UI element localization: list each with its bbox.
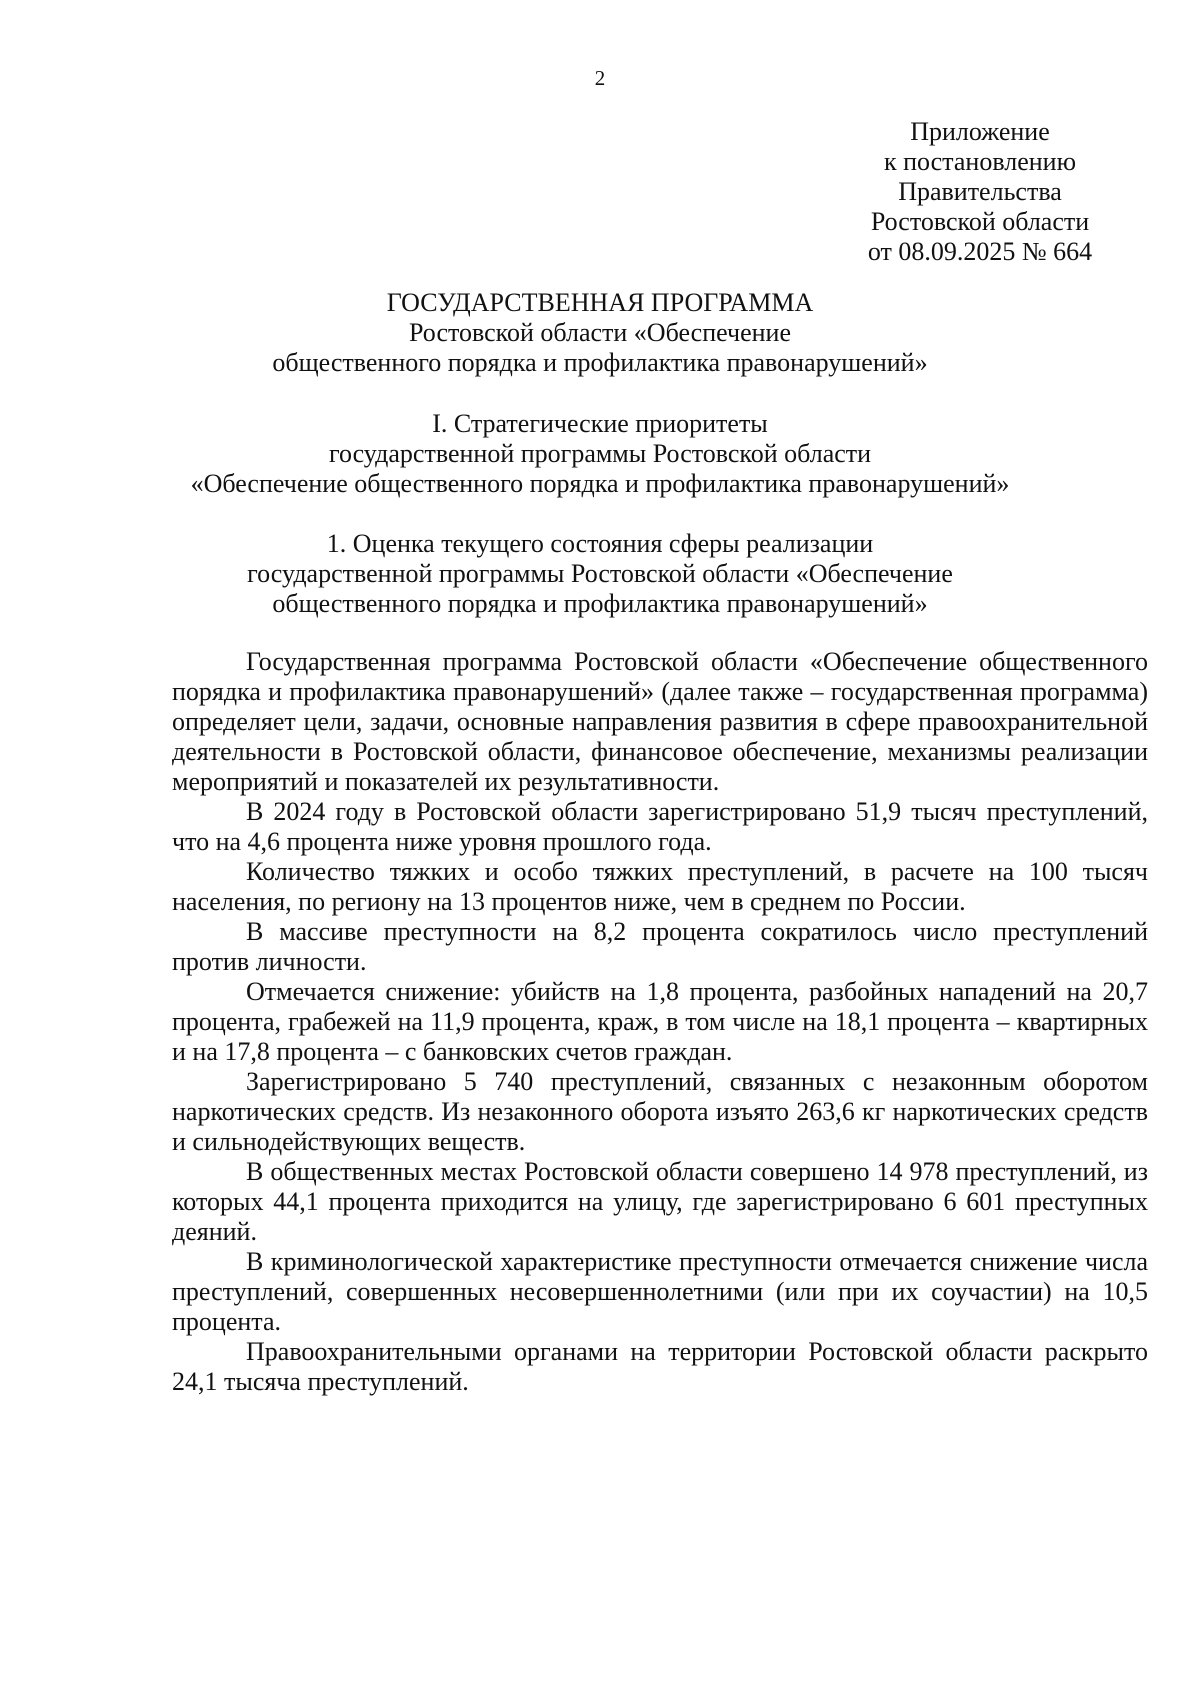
paragraph: Зарегистрировано 5 740 преступлений, связанных с незаконным оборотом наркотических средств. Из незаконного оборота изъято 263,6 кг наркотических средств и сильнодействующих веществ. — [172, 1067, 1148, 1156]
section-heading-line: «Обеспечение общественного порядка и профилактика правонарушений» — [190, 469, 1010, 498]
title-line: Ростовской области «Обеспечение — [408, 318, 791, 347]
page-number: 2 — [594, 66, 606, 90]
subsection-heading-line: государственной программы Ростовской области «Обеспечение — [247, 559, 953, 588]
paragraph: Количество тяжких и особо тяжких преступлений, в расчете на 100 тысяч населения, по региону на 13 процентов ниже, чем в среднем по России. — [172, 857, 1148, 916]
subsection-heading-line: общественного порядка и профилактика правонарушений» — [272, 589, 928, 618]
title-line: ГОСУДАРСТВЕННАЯ ПРОГРАММА — [386, 288, 814, 317]
subsection-heading-line: 1. Оценка текущего состояния сферы реализации — [326, 529, 874, 558]
paragraph: В 2024 году в Ростовской области зарегистрировано 51,9 тысяч преступлений, что на 4,6 процента ниже уровня прошлого года. — [172, 797, 1148, 856]
appendix-line: к постановлению — [883, 147, 1077, 176]
body-text — [172, 647, 1148, 1397]
section-heading — [0, 409, 1200, 499]
appendix-block — [830, 117, 1130, 267]
appendix-line: от 08.09.2025 № 664 — [867, 237, 1093, 266]
paragraph: В криминологической характеристике преступности отмечается снижение числа преступлений, совершенных несовершеннолетними (или при их соучастии) на 10,5 процента. — [172, 1247, 1148, 1336]
appendix-line: Приложение — [910, 117, 1050, 146]
section-heading-line: I. Стратегические приоритеты — [432, 409, 768, 438]
paragraph: В массиве преступности на 8,2 процента сократилось число преступлений против личности. — [172, 917, 1148, 976]
appendix-line: Ростовской области — [870, 207, 1090, 236]
paragraph: Государственная программа Ростовской области «Обеспечение общественного порядка и профилактика правонарушений» (далее также – государственная программа) определяет цели, задачи, основные направления развития в сфере правоохранительной деятельности в Ростовской области, финансовое обеспечение, механизмы реализации мероприятий и показателей их результативности. — [172, 647, 1148, 796]
section-heading-line: государственной программы Ростовской области — [328, 439, 872, 468]
appendix-line: Правительства — [898, 177, 1062, 206]
title-line: общественного порядка и профилактика правонарушений» — [272, 348, 928, 377]
program-title — [0, 288, 1200, 378]
paragraph: В общественных местах Ростовской области совершено 14 978 преступлений, из которых 44,1 процента приходится на улицу, где зарегистрировано 6 601 преступных деяний. — [172, 1157, 1148, 1246]
paragraph: Правоохранительными органами на территории Ростовской области раскрыто 24,1 тысяча преступлений. — [172, 1337, 1148, 1396]
paragraph: Отмечается снижение: убийств на 1,8 процента, разбойных нападений на 20,7 процента, грабежей на 11,9 процента, краж, в том числе на 18,1 процента – квартирных и на 17,8 процента – с банковских счетов граждан. — [172, 977, 1148, 1066]
subsection-heading — [0, 529, 1200, 619]
